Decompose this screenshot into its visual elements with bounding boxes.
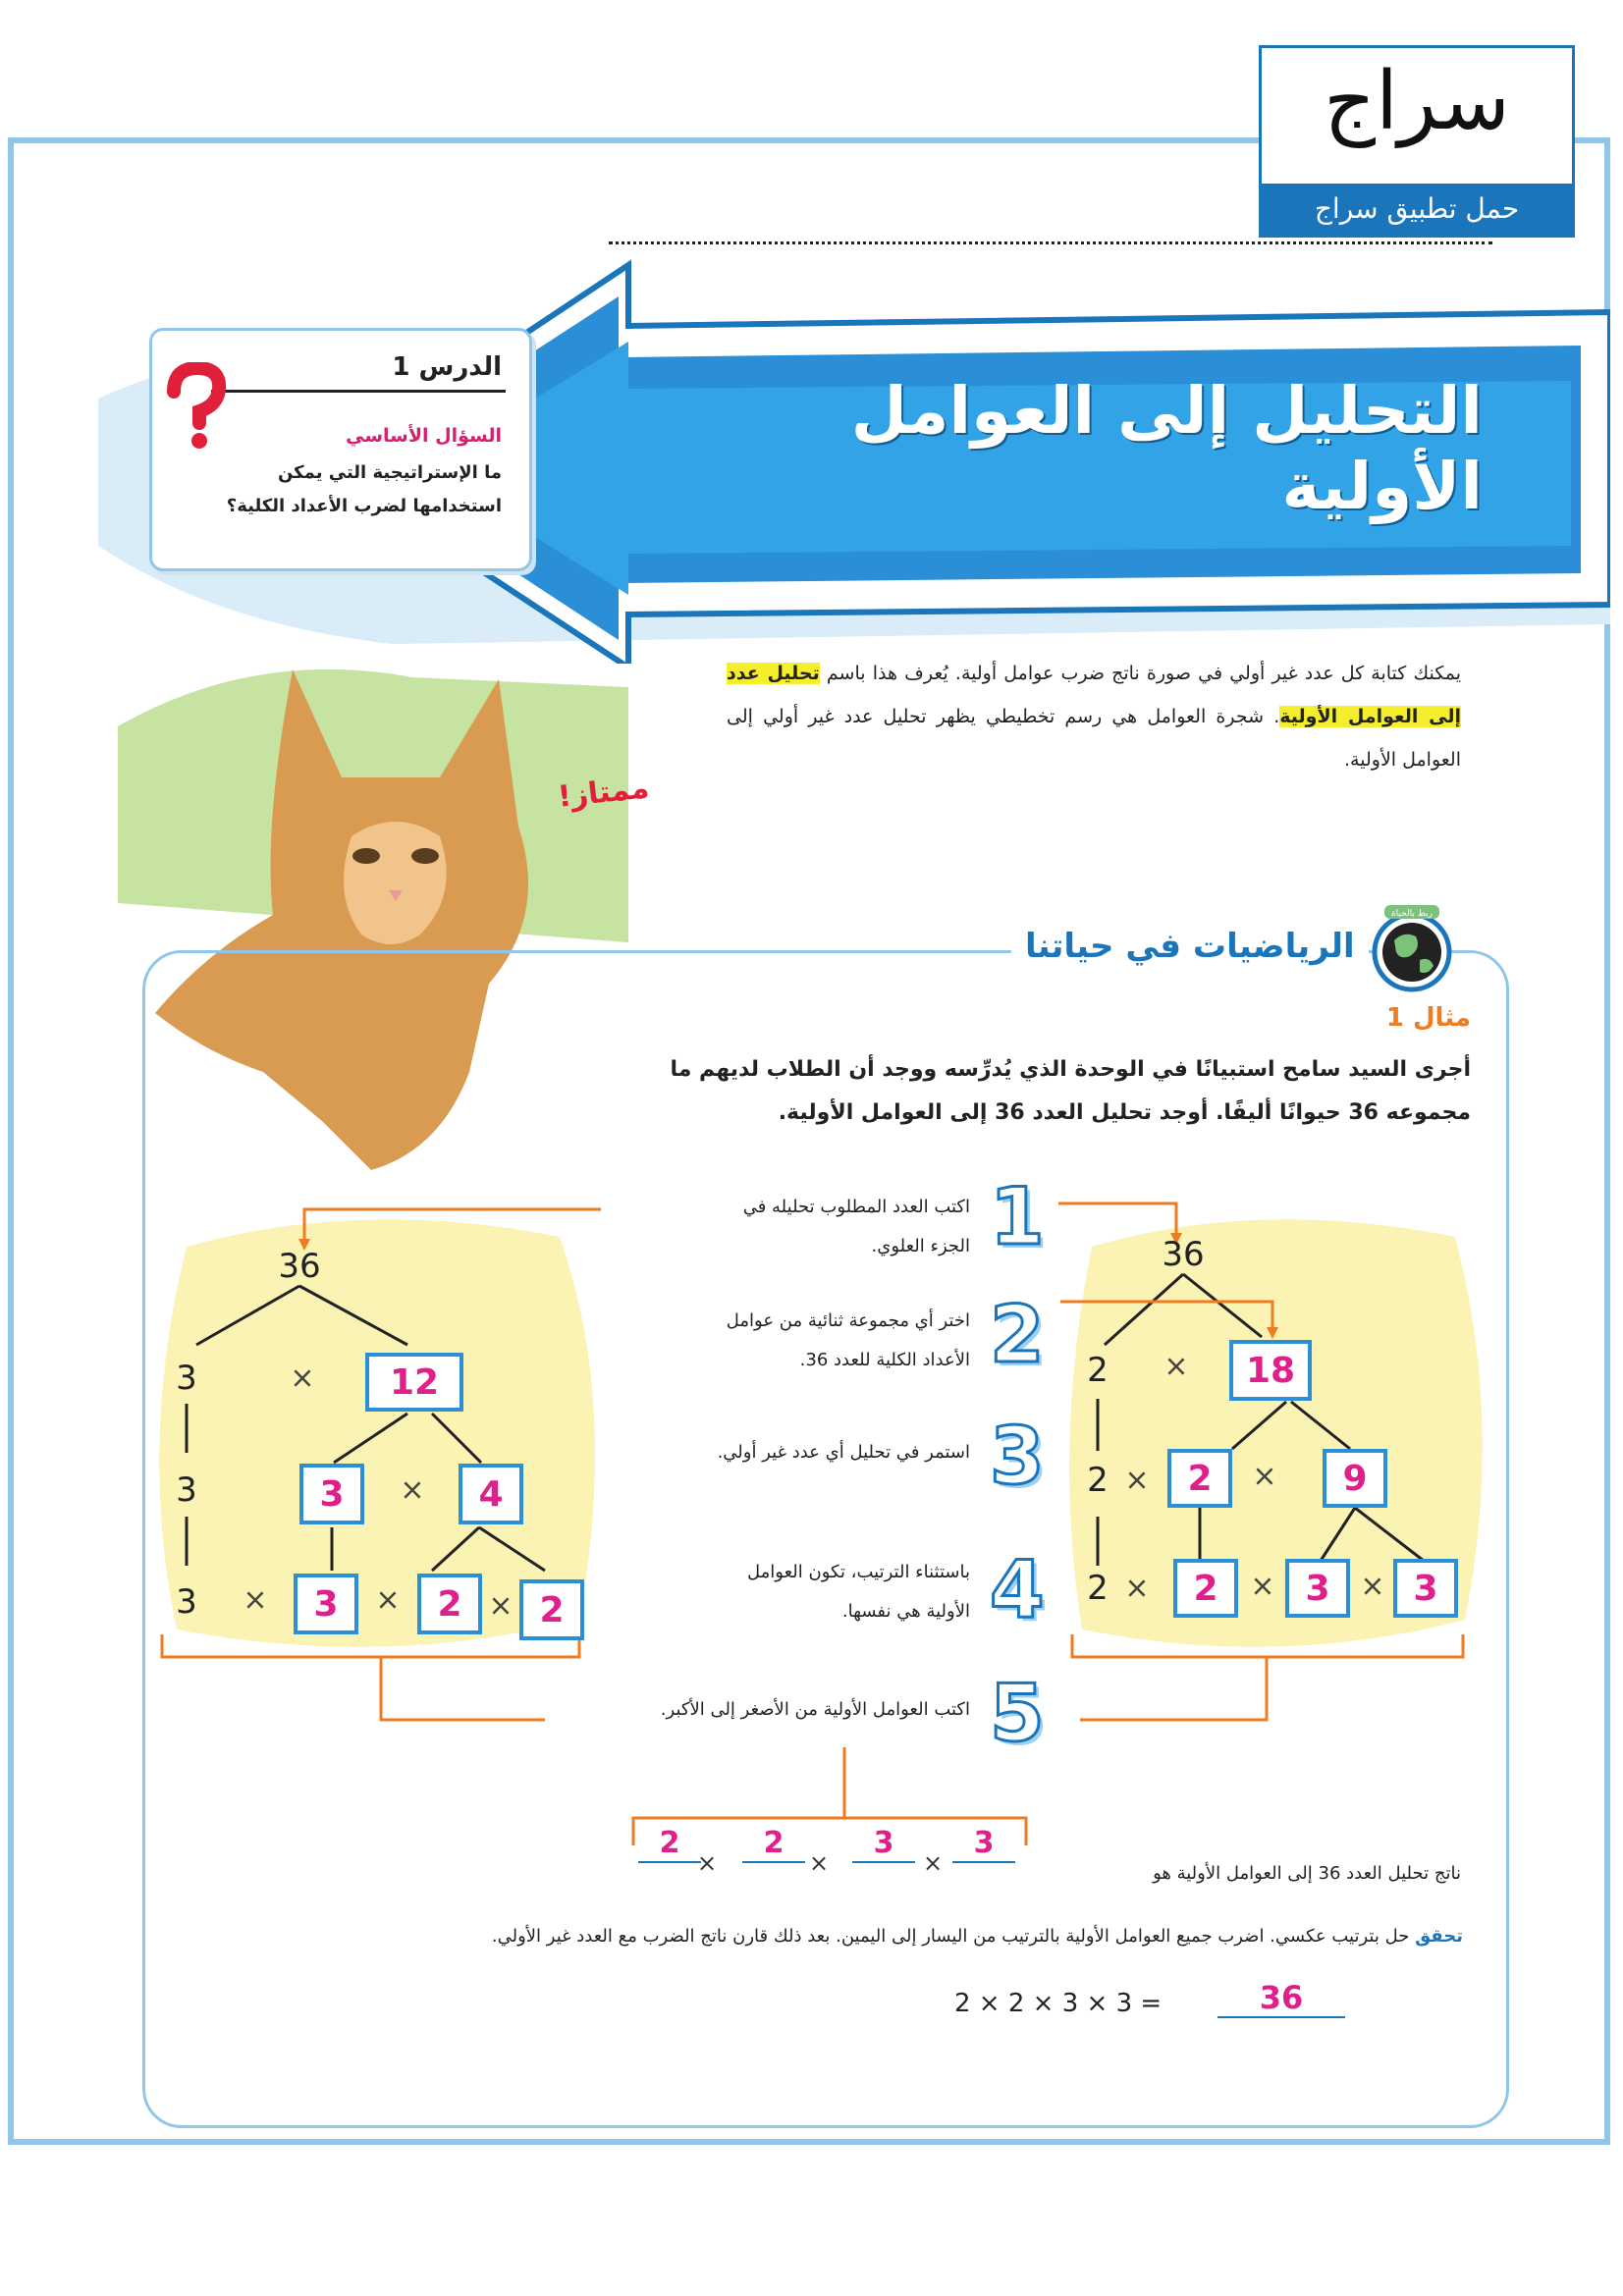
tree-left-composite: 12 — [365, 1353, 463, 1412]
tree-left-factor: 3 — [176, 1359, 197, 1398]
step-number: 2 — [990, 1289, 1045, 1380]
step-text: اكتب العدد المطلوب تحليله في الجزء العلوي. — [742, 1197, 970, 1256]
times-symbol: × — [243, 1582, 268, 1618]
tree-left-factor-box: 2 — [519, 1579, 584, 1640]
check-note — [157, 1926, 1463, 1947]
essential-question: ما الإستراتيجية التي يمكن استخدامها لضرب الأعداد الكلية؟ — [226, 462, 502, 516]
tree-left-factor-box: 2 — [417, 1574, 482, 1634]
logo-name: سراج — [1324, 55, 1510, 148]
tree-right-factor-box: 2 — [1167, 1449, 1232, 1508]
step-text: اختر أي مجموعة ثنائية من عوامل الأعداد الكلية للعدد 36. — [726, 1310, 970, 1370]
logo-tagline: حمل تطبيق سراج — [1262, 184, 1572, 235]
step-text: استمر في تحليل أي عدد غير أولي. — [717, 1442, 970, 1463]
tree-right-factor: 2 — [1087, 1461, 1109, 1500]
times-symbol: × — [697, 1849, 718, 1877]
tree-left-factor: 3 — [176, 1470, 197, 1510]
step-number: 4 — [990, 1544, 1045, 1635]
section-title: الرياضيات في حياتنا — [1025, 927, 1355, 966]
example-text: أجرى السيد سامح استبيانًا في الوحدة الذي يُدرِّسه ووجد أن الطلاب لديهم ما مجموعه 36 حيوانًا أليفًا. أوجد تحليل العدد 36 إلى العوامل الأولية. — [670, 1057, 1471, 1125]
tree-right-factor-box: 2 — [1173, 1559, 1238, 1618]
check-text: حل بترتيب عكسي. اضرب جميع العوامل الأولية بالترتيب من اليسار إلى اليمين. بعد ذلك قارن ناتج الضرب مع العدد غير الأولي. — [491, 1926, 1410, 1947]
example-label: مثال 1 — [1385, 1003, 1471, 1033]
step-text: اكتب العوامل الأولية من الأصغر إلى الأكبر. — [660, 1699, 970, 1720]
times-symbol: × — [1250, 1569, 1275, 1604]
answer-blank[interactable]: 2 — [742, 1826, 805, 1863]
tree-left-factor: 3 — [176, 1582, 197, 1622]
praise-caption: ممتاز! — [556, 771, 651, 815]
answer-blank[interactable]: 3 — [952, 1826, 1015, 1863]
step-text: باستثناء الترتيب، تكون العوامل الأولية هي نفسها. — [747, 1562, 970, 1622]
essential-question-label: السؤال الأساسي — [346, 425, 502, 447]
tree-right-composite: 18 — [1229, 1340, 1312, 1401]
check-label: تحقق — [1415, 1926, 1463, 1947]
tree-left-factor-box: 3 — [294, 1574, 358, 1634]
times-symbol: × — [809, 1849, 830, 1877]
times-symbol: × — [1124, 1571, 1150, 1606]
result-label: ناتج تحليل العدد 36 إلى العوامل الأولية هو — [1153, 1863, 1461, 1884]
tree-right-factor: 2 — [1087, 1351, 1109, 1390]
verification-expression: 2 × 2 × 3 × 3 = — [954, 1989, 1163, 2018]
intro-text-1: يمكنك كتابة كل عدد غير أولي في صورة ناتج ضرب عوامل أولية. يُعرف هذا باسم — [819, 663, 1461, 684]
lesson-number: الدرس 1 — [392, 352, 502, 382]
intro-text-2: . شجرة العوامل هي رسم تخطيطي يظهر تحليل عدد غير أولي إلى العوامل الأولية. — [727, 706, 1461, 771]
page-title: التحليل إلى العوامل الأولية — [850, 373, 1483, 524]
tree-right-factor-box: 9 — [1323, 1449, 1387, 1508]
times-symbol: × — [488, 1588, 514, 1624]
times-symbol: × — [1163, 1349, 1189, 1384]
tree-left-root: 36 — [278, 1247, 321, 1286]
times-symbol: × — [923, 1849, 944, 1877]
verification-answer[interactable]: 36 — [1217, 1979, 1345, 2018]
key-term: تحليل عدد إلى العوامل الأولية — [727, 663, 1461, 727]
times-symbol: × — [1360, 1569, 1385, 1604]
answer-blank[interactable]: 2 — [638, 1826, 701, 1863]
tree-right-factor: 2 — [1087, 1569, 1109, 1608]
step-number: 5 — [990, 1668, 1045, 1759]
step-number: 1 — [990, 1171, 1045, 1262]
tree-left-factor-box: 3 — [299, 1464, 364, 1524]
step-number: 3 — [990, 1411, 1045, 1502]
tree-left-factor-box: 4 — [459, 1464, 523, 1524]
globe-badge: ربط بالحياة — [1390, 909, 1434, 919]
times-symbol: × — [1124, 1463, 1150, 1498]
times-symbol: × — [400, 1472, 425, 1508]
times-symbol: × — [375, 1582, 401, 1618]
times-symbol: × — [1252, 1459, 1277, 1494]
answer-blank[interactable]: 3 — [852, 1826, 915, 1863]
tree-right-root: 36 — [1162, 1235, 1205, 1274]
times-symbol: × — [290, 1361, 315, 1396]
tree-right-factor-box: 3 — [1285, 1559, 1350, 1618]
tree-right-factor-box: 3 — [1393, 1559, 1458, 1618]
